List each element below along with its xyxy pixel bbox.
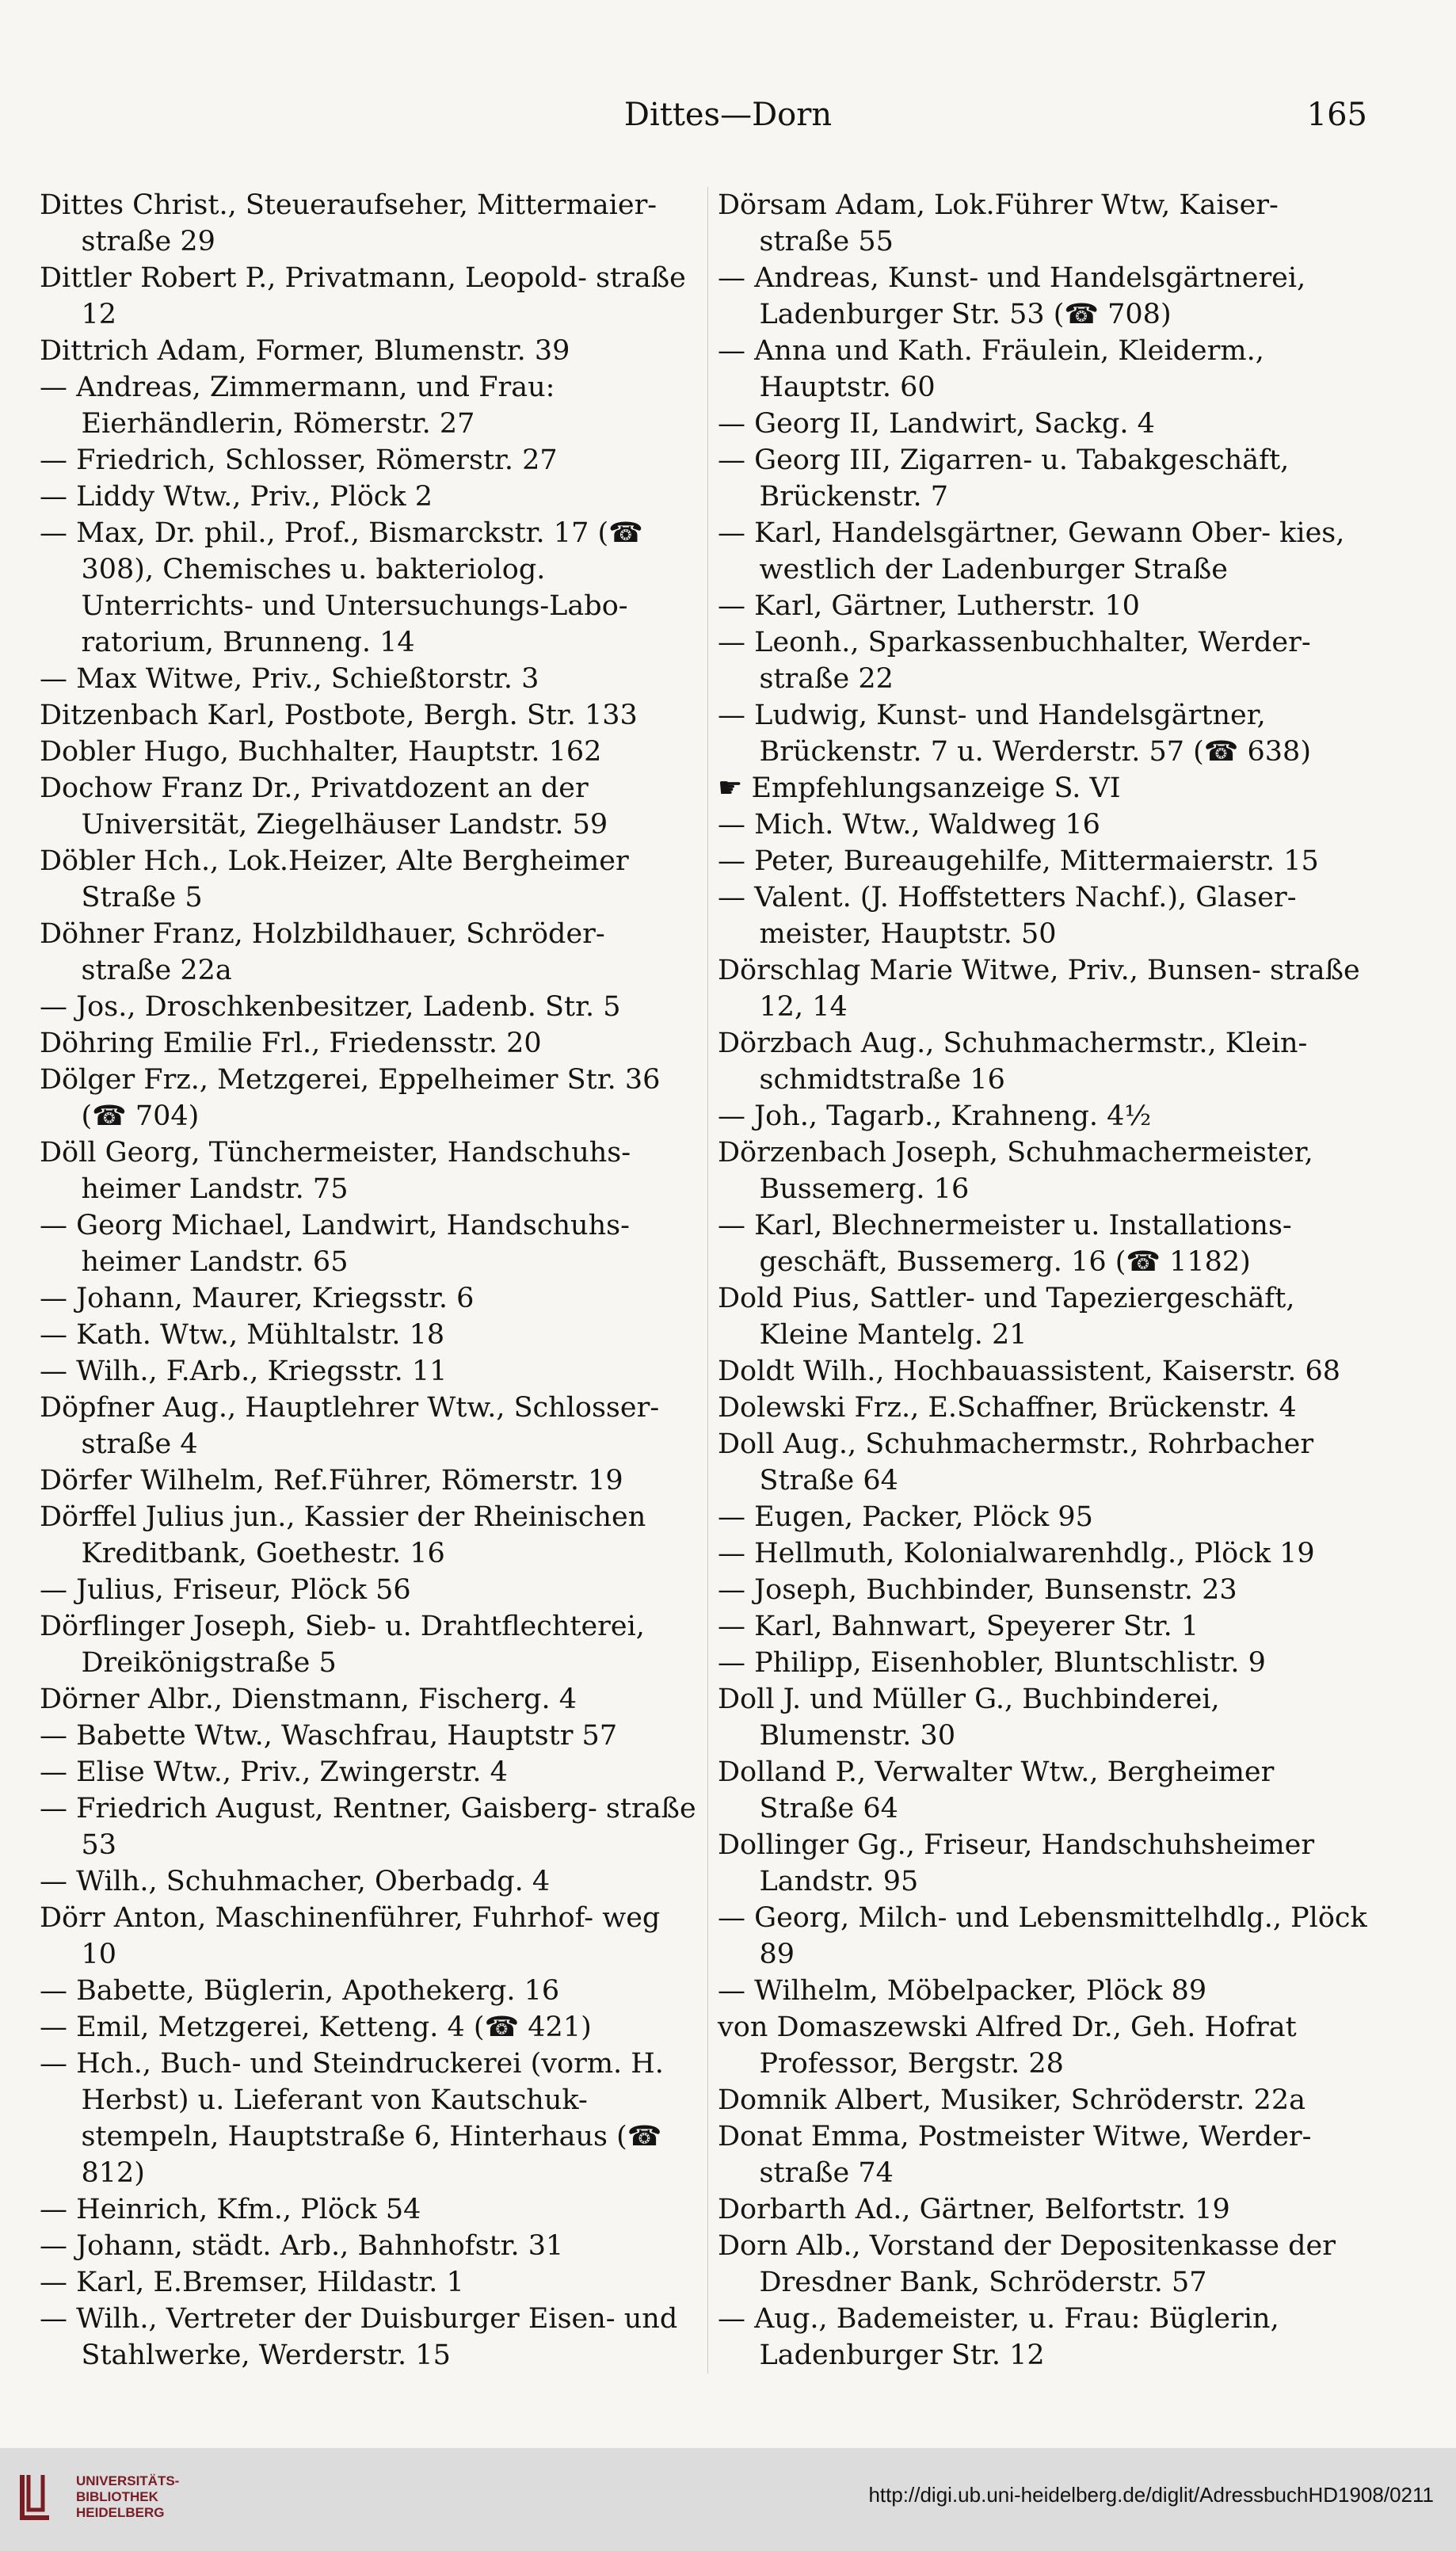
list-item: — Georg, Milch- und Lebensmittelhdlg., Plöck 89 [718, 1902, 1367, 1970]
list-item: — Babette Wtw., Waschfrau, Hauptstr 57 [40, 1720, 618, 1752]
list-item: Dobler Hugo, Buchhalter, Hauptstr. 162 [40, 736, 602, 768]
right-column [718, 187, 1375, 2374]
list-item: — Kath. Wtw., Mühltalstr. 18 [40, 1319, 445, 1351]
list-item: Dörzenbach Joseph, Schuhmachermeister, Bussemerg. 16 [718, 1137, 1313, 1205]
list-item: — Max Witwe, Priv., Schießtorstr. 3 [40, 663, 539, 695]
list-item: Ditzenbach Karl, Postbote, Bergh. Str. 133 [40, 700, 638, 731]
list-item: — Wilhelm, Möbelpacker, Plöck 89 [718, 1975, 1207, 2007]
list-item: Dolewski Frz., E.Schaffner, Brückenstr. 4 [718, 1392, 1297, 1424]
list-item: von Domaszewski Alfred Dr., Geh. Hofrat Professor, Bergstr. 28 [718, 2011, 1297, 2080]
logo-line-2: BIBLIOTHEK [76, 2489, 158, 2504]
list-item: — Eugen, Packer, Plöck 95 [718, 1501, 1093, 1533]
list-item: — Wilh., Vertreter der Duisburger Eisen- und Stahlwerke, Werderstr. 15 [40, 2303, 678, 2371]
list-item: — Wilh., F.Arb., Kriegsstr. 11 [40, 1356, 448, 1387]
list-item: — Jos., Droschkenbesitzer, Ladenb. Str. 5 [40, 991, 621, 1023]
list-item: — Hch., Buch- und Steindruckerei (vorm. H. Herbst) u. Lieferant von Kautschuk- stempeln, Hauptstraße 6, Hinterhaus (☎ 812) [40, 2048, 664, 2189]
logo-line-3: HEIDELBERG [76, 2505, 165, 2520]
list-item: Dollinger Gg., Friseur, Handschuhsheimer Landstr. 95 [718, 1829, 1315, 1897]
list-item: — Joseph, Buchbinder, Bunsenstr. 23 [718, 1574, 1237, 1606]
list-item: — Friedrich, Schlosser, Römerstr. 27 [40, 444, 558, 476]
list-item: ☛ Empfehlungsanzeige S. VI [718, 772, 1121, 804]
list-item: Dörfer Wilhelm, Ref.Führer, Römerstr. 19 [40, 1465, 623, 1497]
list-item: — Johann, städt. Arb., Bahnhofstr. 31 [40, 2230, 564, 2262]
page-header [0, 92, 1456, 139]
list-item: Dölger Frz., Metzgerei, Eppelheimer Str. 36 (☎ 704) [40, 1064, 661, 1132]
list-item: — Georg II, Landwirt, Sackg. 4 [718, 408, 1155, 440]
list-item: — Wilh., Schuhmacher, Oberbadg. 4 [40, 1866, 551, 1897]
list-item: — Georg III, Zigarren- u. Tabakgeschäft, Brückenstr. 7 [718, 444, 1290, 513]
library-logo-icon [14, 2469, 57, 2526]
source-url-link[interactable]: http://digi.ub.uni-heidelberg.de/diglit/AdressbuchHD1908/0211 [868, 2483, 1434, 2507]
list-item: — Valent. (J. Hoffstetters Nachf.), Glaser- meister, Hauptstr. 50 [718, 882, 1297, 950]
list-item: Döbler Hch., Lok.Heizer, Alte Bergheimer Straße 5 [40, 845, 629, 913]
list-item: Dochow Franz Dr., Privatdozent an der Universität, Ziegelhäuser Landstr. 59 [40, 772, 608, 841]
list-item: Dolland P., Verwalter Wtw., Bergheimer Straße 64 [718, 1756, 1275, 1825]
list-item: Dörflinger Joseph, Sieb- u. Drahtflechterei, Dreikönigstraße 5 [40, 1611, 645, 1679]
list-item: — Ludwig, Kunst- und Handelsgärtner, Brückenstr. 7 u. Werderstr. 57 (☎ 638) [718, 700, 1311, 768]
list-item: — Max, Dr. phil., Prof., Bismarckstr. 17 (☎ 308), Chemisches u. bakteriolog. Unterrichts- und Untersuchungs-Labo- ratorium, Brunneng. 14 [40, 517, 643, 658]
list-item: Doll J. und Müller G., Buchbinderei, Blumenstr. 30 [718, 1684, 1220, 1752]
list-item: Doldt Wilh., Hochbauassistent, Kaiserstr. 68 [718, 1356, 1341, 1387]
library-logo-text [76, 2473, 179, 2521]
list-item: Döll Georg, Tünchermeister, Handschuhs- heimer Landstr. 75 [40, 1137, 631, 1205]
list-item: Dörschlag Marie Witwe, Priv., Bunsen- straße 12, 14 [718, 955, 1360, 1023]
list-item: Dittrich Adam, Former, Blumenstr. 39 [40, 335, 570, 367]
list-item: — Karl, E.Bremser, Hildastr. 1 [40, 2267, 464, 2298]
list-item: — Mich. Wtw., Waldweg 16 [718, 809, 1100, 841]
list-item: Döpfner Aug., Hauptlehrer Wtw., Schlosser- straße 4 [40, 1392, 660, 1460]
list-item: — Karl, Blechnermeister u. Installations- geschäft, Bussemerg. 16 (☎ 1182) [718, 1210, 1292, 1278]
list-item: — Elise Wtw., Priv., Zwingerstr. 4 [40, 1756, 508, 1788]
list-item: — Peter, Bureaugehilfe, Mittermaierstr. 15 [718, 845, 1319, 877]
list-item: — Liddy Wtw., Priv., Plöck 2 [40, 481, 433, 513]
page-number: 165 [1306, 97, 1367, 133]
list-item: Domnik Albert, Musiker, Schröderstr. 22a [718, 2084, 1305, 2116]
list-item: — Anna und Kath. Fräulein, Kleiderm., Hauptstr. 60 [718, 335, 1264, 403]
list-item: — Georg Michael, Landwirt, Handschuhs- heimer Landstr. 65 [40, 1210, 630, 1278]
list-item: Dörsam Adam, Lok.Führer Wtw, Kaiser- straße 55 [718, 189, 1279, 257]
list-item: Dorbarth Ad., Gärtner, Belfortstr. 19 [718, 2194, 1230, 2225]
list-item: Dittler Robert P., Privatmann, Leopold- straße 12 [40, 262, 686, 330]
list-item: Doll Aug., Schuhmachermstr., Rohrbacher Straße 64 [718, 1428, 1314, 1497]
list-item: — Joh., Tagarb., Krahneng. 4½ [718, 1100, 1152, 1132]
list-item: — Andreas, Zimmermann, und Frau: Eierhändlerin, Römerstr. 27 [40, 372, 555, 440]
list-item: Donat Emma, Postmeister Witwe, Werder- straße 74 [718, 2121, 1312, 2189]
list-item: Dörr Anton, Maschinenführer, Fuhrhof- weg 10 [40, 1902, 661, 1970]
list-item: — Babette, Büglerin, Apothekerg. 16 [40, 1975, 560, 2007]
list-item: Dörffel Julius jun., Kassier der Rheinischen Kreditbank, Goethestr. 16 [40, 1501, 646, 1569]
footer-bar [0, 2448, 1456, 2551]
list-item: Döhring Emilie Frl., Friedensstr. 20 [40, 1028, 542, 1059]
list-item: Dold Pius, Sattler- und Tapeziergeschäft, Kleine Mantelg. 21 [718, 1283, 1295, 1351]
list-item: — Johann, Maurer, Kriegsstr. 6 [40, 1283, 475, 1314]
list-item: — Andreas, Kunst- und Handelsgärtnerei, Ladenburger Str. 53 (☎ 708) [718, 262, 1306, 330]
list-item: — Karl, Gärtner, Lutherstr. 10 [718, 590, 1140, 622]
logo-line-1: UNIVERSITÄTS- [76, 2473, 180, 2488]
list-item: — Hellmuth, Kolonialwarenhdlg., Plöck 19 [718, 1538, 1315, 1569]
list-item: Dittes Christ., Steueraufseher, Mittermaier- straße 29 [40, 189, 657, 257]
list-item: — Karl, Bahnwart, Speyerer Str. 1 [718, 1611, 1199, 1642]
list-item: Dorn Alb., Vorstand der Depositenkasse der Dresdner Bank, Schröderstr. 57 [718, 2230, 1336, 2298]
list-item: — Emil, Metzgerei, Ketteng. 4 (☎ 421) [40, 2011, 592, 2043]
list-item: — Heinrich, Kfm., Plöck 54 [40, 2194, 421, 2225]
list-item: — Aug., Bademeister, u. Frau: Büglerin, Ladenburger Str. 12 [718, 2303, 1279, 2371]
list-item: Dörner Albr., Dienstmann, Fischerg. 4 [40, 1684, 577, 1715]
list-item: Dörzbach Aug., Schuhmachermstr., Klein- schmidtstraße 16 [718, 1028, 1308, 1096]
list-item: — Leonh., Sparkassenbuchhalter, Werder- straße 22 [718, 627, 1311, 695]
list-item: Döhner Franz, Holzbildhauer, Schröder- straße 22a [40, 918, 605, 986]
left-column [40, 187, 697, 2374]
list-item: — Friedrich August, Rentner, Gaisberg- straße 53 [40, 1793, 696, 1861]
list-item: — Philipp, Eisenhobler, Bluntschlistr. 9 [718, 1647, 1266, 1679]
list-item: — Julius, Friseur, Plöck 56 [40, 1574, 411, 1606]
column-divider [707, 187, 708, 2374]
running-head: Dittes—Dorn [623, 97, 833, 133]
list-item: — Karl, Handelsgärtner, Gewann Ober- kies, westlich der Ladenburger Straße [718, 517, 1345, 585]
